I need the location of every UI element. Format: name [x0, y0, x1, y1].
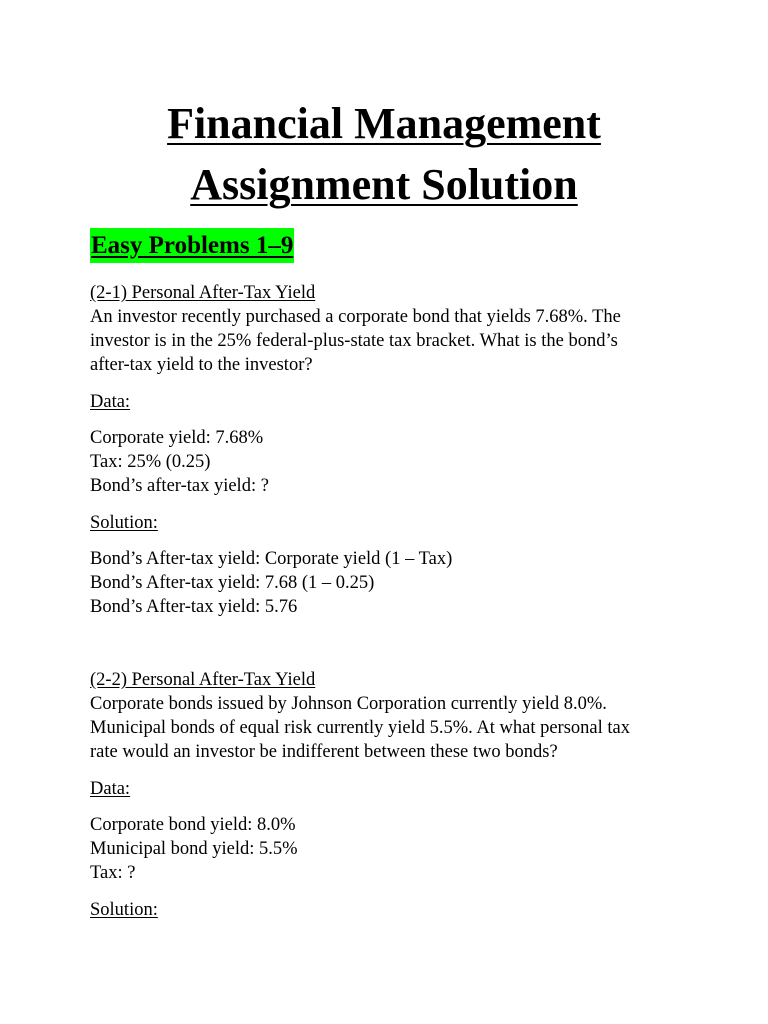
problem-2-question-line: Corporate bonds issued by Johnson Corporation currently yield 8.0%. — [90, 694, 607, 714]
problem-2-question-line: Municipal bonds of equal risk currently yield 5.5%. At what personal tax — [90, 718, 630, 738]
problem-1-solution-line: Bond’s After-tax yield: Corporate yield (1 – Tax) — [90, 549, 453, 569]
problem-1-data-label: Data: — [90, 392, 131, 412]
problem-1-heading: (2-1) Personal After-Tax Yield — [90, 283, 316, 303]
problem-2-solution-label: Solution: — [90, 900, 158, 920]
problem-1-solution-line: Bond’s After-tax yield: 7.68 (1 – 0.25) — [90, 573, 375, 593]
document-title-line-1: Financial Management — [167, 99, 601, 148]
problem-1-data-line: Corporate yield: 7.68% — [90, 428, 264, 448]
problem-2-data-line: Municipal bond yield: 5.5% — [90, 839, 298, 859]
problem-1-question-line: after-tax yield to the investor? — [90, 355, 313, 375]
problem-2-data-label: Data: — [90, 779, 131, 799]
problem-1-solution-line: Bond’s After-tax yield: 5.76 — [90, 597, 298, 617]
problem-1-question-line: investor is in the 25% federal-plus-state tax bracket. What is the bond’s — [90, 331, 618, 351]
problem-1-data-line: Tax: 25% (0.25) — [90, 452, 211, 472]
document-title-line-2: Assignment Solution — [190, 160, 578, 209]
problem-2-data-line: Corporate bond yield: 8.0% — [90, 815, 296, 835]
problem-1-solution-label: Solution: — [90, 513, 158, 533]
problem-1-question-line: An investor recently purchased a corporate bond that yields 7.68%. The — [90, 307, 621, 327]
section-heading-highlighted: Easy Problems 1–9 — [90, 228, 294, 263]
problem-2-question-line: rate would an investor be indifferent between these two bonds? — [90, 742, 558, 762]
problem-2-heading: (2-2) Personal After-Tax Yield — [90, 670, 316, 690]
problem-1-data-line: Bond’s after-tax yield: ? — [90, 476, 269, 496]
problem-2-data-line: Tax: ? — [90, 863, 136, 883]
